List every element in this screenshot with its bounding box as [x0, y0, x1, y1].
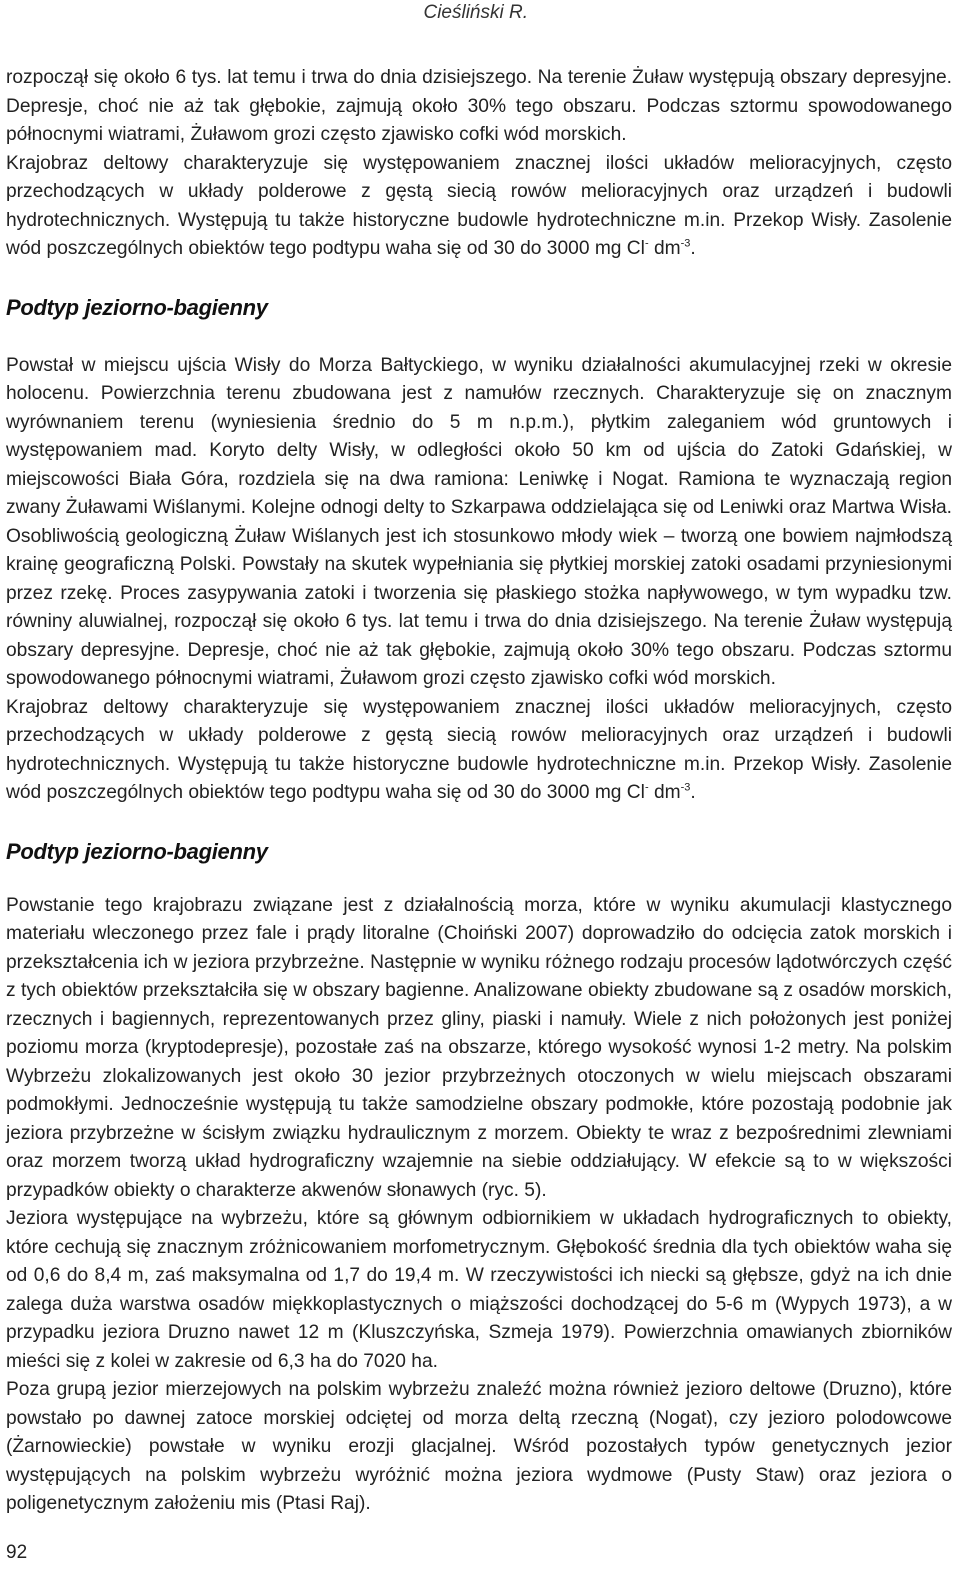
paragraph: Powstanie tego krajobrazu związane jest z działalnością morza, które w wyniku akumulacji klastycznego materiału wleczonego przez fale i prądy litoralne (Choiński 2007) doprowadziło do odcięcia zatok morskich i przekształcenia ich w jeziora przybrzeżne. Następnie w wyniku różnego rodzaju procesów lądotwórczych część z tych obiektów przekształciła się w obszary bagienne. Analizowane obiekty zbudowane są z osadów morskich, rzecznych i bagiennych, reprezentowanych przez gliny, piaski i namuły. Wiele z nich położonych jest poniżej poziomu morza (kryptodepresje), pozostałe zaś na obszarze, którego wysokość wynosi 1-2 metry. Na polskim Wybrzeżu zlokalizowanych jest około 30 jezior przybrzeżnych otoczonych w wielu miejscach obszarami podmokłymi. Jednocześnie występują tu także samodzielne obszary podmokłe, które pozostają podobnie jak jeziora przybrzeżne w ścisłym związku hydraulicznym z morzem. Obiekty te wraz z bezpośrednimi zlewniami oraz morzem tworzą układ hydrograficzny wzajemnie na siebie oddziałujący. W efekcie są to w większości przypadków obiekty o charakterze akwenów słonawych (ryc. 5).	[6, 894, 952, 1201]
superscript-exponent: -3	[680, 237, 691, 250]
superscript-minus: -	[644, 237, 649, 250]
paragraph-text: Krajobraz deltowy charakteryzuje się występowaniem znacznej ilości układów melioracyjnych, często przechodzących w układy polderowe z gęstą siecią rowów melioracyjnych oraz urządzeń i budowli hydrotechnicznych. Występują tu także historyczne budowle hydrotechniczne m.in. Przekop Wisły. Zasolenie wód poszczególnych obiektów tego podtypu waha się od 30 do 3000 mg Cl	[6, 696, 952, 803]
unit-text: dm	[648, 238, 681, 259]
superscript-exponent: -3	[680, 781, 691, 794]
section-heading: Podtyp jeziorno-bagienny	[6, 294, 268, 320]
paragraph-text: Krajobraz deltowy charakteryzuje się występowaniem znacznej ilości układów melioracyjnych, często przechodzących w układy polderowe z gęstą siecią rowów melioracyjnych oraz urządzeń i budowli hydrotechnicznych. Występują tu także historyczne budowle hydrotechniczne m.in. Przekop Wisły. Zasolenie wód poszczególnych obiektów tego podtypu waha się od 30 do 3000 mg Cl	[6, 152, 952, 259]
paragraph: Powstał w miejscu ujścia Wisły do Morza Bałtyckiego, w wyniku działalności akumulacyjnej rzeki w okresie holocenu. Powierzchnia terenu zbudowana jest z namułów rzecznych. Charakteryzuje się on znacznym wyrównaniem terenu (wyniesienia średnio do 5 m n.p.m.), płytkim zaleganiem wód gruntowych i występowaniem mad. Koryto delty Wisły, w odległości około 50 km od ujścia do Zatoki Gdańskiej, w miejscowości Biała Góra, rozdziela się na dwa ramiona: Leniwkę i Nogat. Ramiona te wyznaczają region zwany Żuławami Wiślanymi. Kolejne odnogi delty to Szkarpawa oddzielająca się od Leniwki oraz Martwa Wisła. Osobliwością geologiczną Żuław Wiślanych jest ich stosunkowo młody wiek – tworzą one bowiem najmłodszą krainę geograficzną Polski. Powstały na skutek wypełniania się płytkiej morskiej zatoki osadami przyniesionymi przez rzekę. Proces zasypywania zatoki i tworzenia się płaskiego stożka napływowego, w tym wypadku tzw. równiny aluwialnej, rozpoczął się około 6 tys. lat temu i trwa do dnia dzisiejszego. Na terenie Żuław występują obszary depresyjne. Depresje, choć nie aż tak głębokie, zajmują około 30% tego obszaru. Podczas sztormu spowodowanego północnymi wiatrami, Żuławom grozi często zjawisko cofki wód morskich.	[6, 354, 952, 689]
paragraph-end: .	[690, 238, 696, 259]
paragraph	[6, 694, 952, 808]
superscript-minus: -	[644, 781, 649, 794]
paragraph: Poza grupą jezior mierzejowych na polskim wybrzeżu znaleźć można również jezioro deltowe (Druzno), które powstało po dawnej zatoce morskiej odciętej od morza deltą rzeczną (Nogat), czy jezioro polodowcowe (Żarnowieckie) powstałe w wyniku erozji glacjalnej. Wśród pozostałych typów genetycznych jezior występujących na polskim wybrzeżu wyróżnić można jeziora wydmowe (Pusty Staw) oraz jeziora o poligenetycznym założeniu mis (Ptasi Raj).	[6, 1379, 952, 1514]
page-number: 92	[6, 1542, 28, 1563]
paragraph: Jeziora występujące na wybrzeżu, które są głównym odbiornikiem w układach hydrograficznych to obiekty, które cechują się znacznym zróżnicowaniem morfometrycznym. Głębokość średnia dla tych obiektów waha się od 0,6 do 8,4 m, zaś maksymalna od 1,7 do 19,4 m. W rzeczywistości ich niecki są głębsze, gdyż na ich dnie zalega duża warstwa osadów miękkoplastycznych o miąższości dochodzącej do 5-6 m (Wypych 1973), a w przypadku jeziora Druzno nawet 12 m (Kluszczyńska, Szmeja 1979). Powierzchnia omawianych zbiorników mieści się z kolei w zakresie od 6,3 ha do 7020 ha.	[6, 1208, 952, 1372]
article-body	[6, 64, 952, 1519]
section-heading: Podtyp jeziorno-bagienny	[6, 838, 268, 864]
paragraph	[6, 150, 952, 264]
paragraph-end: .	[690, 782, 696, 803]
running-head-author: Cieśliński R.	[423, 2, 528, 23]
paragraph: rozpoczął się około 6 tys. lat temu i trwa do dnia dzisiejszego. Na terenie Żuław występują obszary depresyjne. Depresje, choć nie aż tak głębokie, zajmują około 30% tego obszaru. Podczas sztormu spowodowanego północnymi wiatrami, Żuławom grozi często zjawisko cofki wód morskich.	[6, 67, 952, 145]
unit-text: dm	[648, 782, 681, 803]
